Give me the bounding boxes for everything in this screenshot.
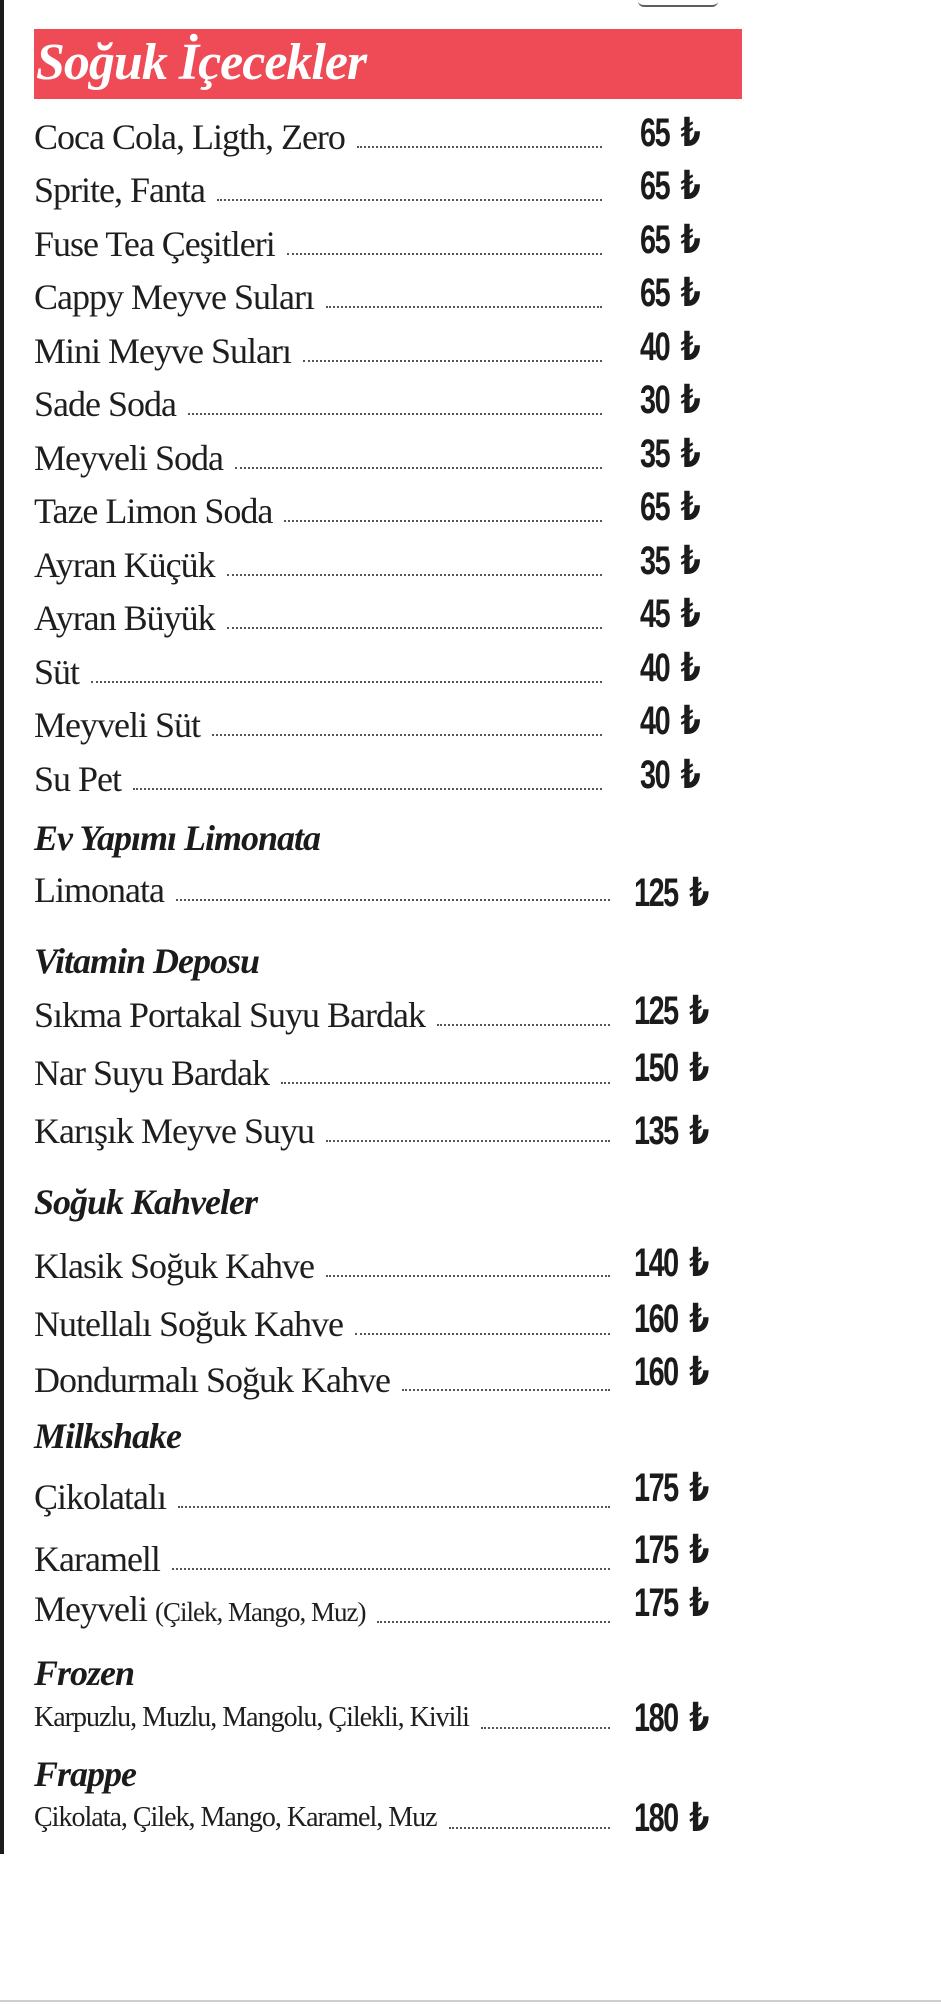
lira-sign: ₺ [680, 539, 701, 583]
item-name: Ayran Küçük [34, 545, 215, 585]
lira-sign: ₺ [689, 1528, 710, 1572]
menu-item [34, 1577, 620, 1633]
lira-sign: ₺ [680, 111, 701, 155]
dot-leader [449, 1827, 610, 1829]
item-price: 65 ₺ [640, 262, 701, 318]
lira-sign: ₺ [689, 1046, 710, 1090]
item-price: 150 ₺ [634, 1037, 709, 1093]
lira-sign: ₺ [689, 1109, 710, 1153]
item-name: Karışık Meyve Suyu [34, 1111, 314, 1151]
menu-item [34, 262, 612, 318]
item-price: 125 ₺ [634, 980, 709, 1036]
lira-sign: ₺ [689, 1796, 710, 1840]
item-name: Sade Soda [34, 384, 176, 424]
item-note: (Çilek, Mango, Muz) [154, 1597, 366, 1627]
item-name: Cappy Meyve Suları [34, 277, 314, 317]
menu-item [34, 855, 620, 911]
menu-item [34, 980, 620, 1036]
dot-leader [212, 734, 602, 736]
item-name: Ayran Büyük [34, 598, 215, 638]
menu-item [34, 155, 612, 211]
dot-leader [227, 574, 602, 576]
lira-sign: ₺ [689, 1350, 710, 1394]
item-price: 40 ₺ [640, 637, 701, 693]
lira-sign: ₺ [689, 1466, 710, 1510]
item-name: Karamell [34, 1539, 160, 1579]
lira-sign: ₺ [689, 1241, 710, 1285]
item-name: Sıkma Portakal Suyu Bardak [34, 995, 425, 1035]
section-title-milkshake: Milkshake [34, 1416, 182, 1456]
item-price: 45 ₺ [640, 583, 701, 639]
item-name: Karpuzlu, Muzlu, Mangolu, Çilekli, Kivili [34, 1702, 469, 1733]
lira-sign: ₺ [680, 325, 701, 369]
dot-leader [326, 1140, 610, 1142]
item-name: Klasik Soğuk Kahve [34, 1246, 314, 1286]
section-title-kahve: Soğuk Kahveler [34, 1182, 258, 1222]
dot-leader [235, 467, 602, 469]
item-name: Meyveli Süt [34, 705, 200, 745]
item-name: Limonata [34, 870, 164, 910]
menu-item [34, 209, 612, 265]
item-price: 65 ₺ [640, 155, 701, 211]
page-title: Soğuk İçecekler [36, 34, 367, 91]
dot-leader [377, 1621, 610, 1623]
item-name: Nar Suyu Bardak [34, 1053, 269, 1093]
item-price: 175 ₺ [634, 1457, 709, 1513]
dot-leader [357, 146, 602, 148]
menu-item [34, 316, 612, 372]
menu-item [34, 637, 612, 693]
lira-sign: ₺ [680, 432, 701, 476]
menu-item [34, 1462, 620, 1518]
dot-leader [281, 1082, 610, 1084]
item-price: 140 ₺ [634, 1232, 709, 1288]
item-price: 40 ₺ [640, 690, 701, 746]
lira-sign: ₺ [680, 164, 701, 208]
lira-sign: ₺ [680, 218, 701, 262]
lira-sign: ₺ [689, 871, 710, 915]
item-name: Coca Cola, Ligth, Zero [34, 117, 345, 157]
lira-sign: ₺ [689, 1297, 710, 1341]
item-price: 65 ₺ [640, 476, 701, 532]
page-bottom-edge [0, 2000, 941, 2002]
item-name: Dondurmalı Soğuk Kahve [34, 1360, 390, 1400]
dot-leader [326, 1275, 610, 1277]
section-title-vitamin: Vitamin Deposu [34, 941, 260, 981]
section-title-frozen: Frozen [34, 1653, 135, 1693]
lira-sign: ₺ [680, 753, 701, 797]
dot-leader [481, 1727, 610, 1729]
item-name: Su Pet [34, 759, 122, 799]
dot-leader [217, 199, 602, 201]
item-name: Çikolata, Çilek, Mango, Karamel, Muz [34, 1802, 437, 1833]
lira-sign: ₺ [680, 646, 701, 690]
lira-sign: ₺ [680, 485, 701, 529]
dot-leader [287, 253, 602, 255]
lira-sign: ₺ [689, 989, 710, 1033]
item-name: Meyveli Soda [34, 438, 223, 478]
dot-leader [176, 899, 610, 901]
item-price: 30 ₺ [640, 744, 701, 800]
section-header-banner [34, 29, 742, 99]
menu-item [34, 369, 612, 425]
dot-leader [172, 1568, 610, 1570]
item-name: Taze Limon Soda [34, 491, 273, 531]
lira-sign: ₺ [680, 592, 701, 636]
lira-sign: ₺ [680, 699, 701, 743]
item-name: Fuse Tea Çeşitleri [34, 224, 275, 264]
item-name: Meyveli (Çilek, Mango, Muz) [34, 1589, 366, 1629]
lira-sign: ₺ [680, 271, 701, 315]
item-price: 180 ₺ [634, 1687, 709, 1743]
item-price: 135 ₺ [634, 1100, 709, 1156]
dot-leader [284, 520, 602, 522]
dot-leader [133, 788, 602, 790]
item-name: Nutellalı Soğuk Kahve [34, 1304, 343, 1344]
item-name: Sprite, Fanta [34, 170, 205, 210]
item-price: 65 ₺ [640, 102, 701, 158]
menu-item [34, 1345, 620, 1401]
item-price: 175 ₺ [634, 1572, 709, 1628]
item-price: 35 ₺ [640, 530, 701, 586]
item-price: 160 ₺ [634, 1341, 709, 1397]
item-price: 30 ₺ [640, 369, 701, 425]
menu-item [34, 530, 612, 586]
menu-item [34, 1096, 620, 1152]
menu-item [34, 102, 612, 158]
lira-sign: ₺ [680, 378, 701, 422]
dot-leader [437, 1024, 610, 1026]
lira-sign: ₺ [689, 1696, 710, 1740]
menu-item [34, 744, 612, 800]
item-price: 160 ₺ [634, 1288, 709, 1344]
menu-item [34, 1783, 620, 1839]
menu-item [34, 1683, 620, 1739]
item-price: 40 ₺ [640, 316, 701, 372]
lira-sign: ₺ [689, 1581, 710, 1625]
menu-item [34, 583, 612, 639]
item-price: 175 ₺ [634, 1519, 709, 1575]
dot-leader [326, 306, 602, 308]
item-name: Çikolatalı [34, 1477, 166, 1517]
left-border-rule [0, 0, 4, 1854]
dot-leader [402, 1389, 610, 1391]
item-price: 35 ₺ [640, 423, 701, 479]
dot-leader [188, 413, 602, 415]
dot-leader [178, 1506, 610, 1508]
item-name: Mini Meyve Suları [34, 331, 291, 371]
menu-item [34, 1524, 620, 1580]
previous-page-edge [638, 0, 718, 7]
item-price: 65 ₺ [640, 209, 701, 265]
menu-item [34, 476, 612, 532]
dot-leader [91, 681, 602, 683]
menu-item [34, 423, 612, 479]
item-name: Süt [34, 652, 80, 692]
dot-leader [227, 627, 602, 629]
menu-item [34, 1289, 620, 1345]
item-price: 180 ₺ [634, 1787, 709, 1843]
section-title-limonata: Ev Yapımı Limonata [34, 818, 321, 858]
item-price: 125 ₺ [634, 862, 709, 918]
menu-item [34, 690, 612, 746]
dot-leader [355, 1333, 610, 1335]
menu-item [34, 1231, 620, 1287]
menu-item [34, 1038, 620, 1094]
dot-leader [303, 360, 602, 362]
section-title-frappe: Frappe [34, 1754, 136, 1794]
